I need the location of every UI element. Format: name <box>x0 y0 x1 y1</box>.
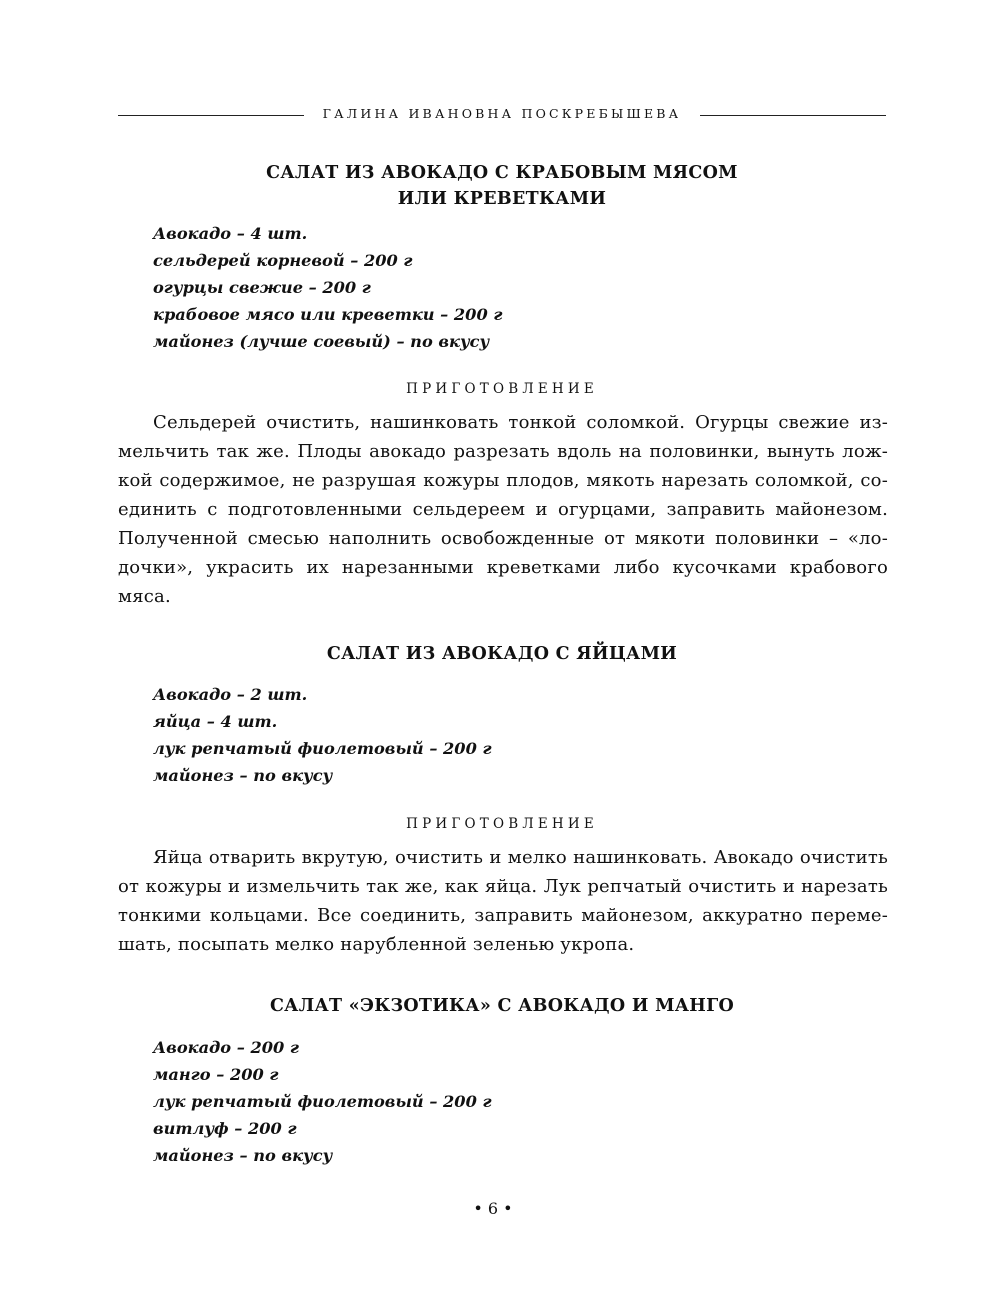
recipe-2-ingredients <box>153 681 753 789</box>
running-head-rule-left <box>118 115 304 116</box>
method-line: Яйца отварить вкрутую, очистить и мелко нашинковать. Авокадо очистить <box>153 847 888 868</box>
page-number: • 6 • <box>473 1199 513 1218</box>
recipe-1-method-heading: ПРИГОТОВЛЕНИЕ <box>406 381 598 397</box>
method-line: Полученной смесью наполнить освобожденные от мякоти половинки – «ло- <box>118 528 888 549</box>
ingredient-item: яйца – 4 шт. <box>153 712 278 731</box>
ingredient-item: сельдерей корневой – 200 г <box>153 251 413 270</box>
ingredient-item: майонез (лучше соевый) – по вкусу <box>153 332 490 351</box>
method-line: мельчить так же. Плоды авокадо разрезать вдоль на половинки, вынуть лож- <box>118 441 888 462</box>
ingredient-item: майонез – по вкусу <box>153 1146 333 1165</box>
method-line: единить с подготовленными сельдереем и огурцами, заправить майонезом. <box>118 499 888 520</box>
ingredient-item: огурцы свежие – 200 г <box>153 278 371 297</box>
running-head-author: ГАЛИНА ИВАНОВНА ПОСКРЕБЫШЕВА <box>322 106 682 121</box>
ingredient-item: лук репчатый фиолетовый – 200 г <box>153 1092 492 1111</box>
ingredient-item: Авокадо – 200 г <box>153 1038 300 1057</box>
method-line: от кожуры и измельчить так же, как яйца. Лук репчатый очистить и нарезать <box>118 876 888 897</box>
recipe-1-title-line: САЛАТ ИЗ АВОКАДО С КРАБОВЫМ МЯСОМ <box>266 163 738 183</box>
recipe-1-title <box>118 160 886 212</box>
recipe-2-title <box>118 641 886 667</box>
recipe-1-method <box>118 408 888 611</box>
ingredient-item: витлуф – 200 г <box>153 1119 297 1138</box>
recipe-2-method-heading: ПРИГОТОВЛЕНИЕ <box>406 816 598 832</box>
method-line: дочки», украсить их нарезанными креветками либо кусочками крабового <box>118 557 888 578</box>
ingredient-item: лук репчатый фиолетовый – 200 г <box>153 739 492 758</box>
method-line: шать, посыпать мелко нарубленной зеленью укропа. <box>118 934 635 955</box>
recipe-1-title-line: ИЛИ КРЕВЕТКАМИ <box>397 189 607 209</box>
ingredient-item: крабовое мясо или креветки – 200 г <box>153 305 503 324</box>
running-head-rule-right <box>700 115 886 116</box>
recipe-3-title <box>118 993 886 1019</box>
ingredient-item: манго – 200 г <box>153 1065 279 1084</box>
method-line: мяса. <box>118 586 171 607</box>
method-line: кой содержимое, не разрушая кожуры плодов, мякоть нарезать соломкой, со- <box>118 470 888 491</box>
ingredient-item: Авокадо – 4 шт. <box>153 224 308 243</box>
recipe-2-method <box>118 843 888 959</box>
method-line: Сельдерей очистить, нашинковать тонкой соломкой. Огурцы свежие из- <box>153 412 888 433</box>
ingredient-item: майонез – по вкусу <box>153 766 333 785</box>
running-head <box>118 104 886 124</box>
ingredient-item: Авокадо – 2 шт. <box>153 685 308 704</box>
recipe-1-ingredients <box>153 220 753 355</box>
recipe-2-title-line: САЛАТ ИЗ АВОКАДО С ЯЙЦАМИ <box>326 644 678 664</box>
recipe-3-title-line: САЛАТ «ЭКЗОТИКА» С АВОКАДО И МАНГО <box>269 996 735 1016</box>
recipe-3-ingredients <box>153 1034 753 1169</box>
method-line: тонкими кольцами. Все соединить, заправить майонезом, аккуратно переме- <box>118 905 888 926</box>
